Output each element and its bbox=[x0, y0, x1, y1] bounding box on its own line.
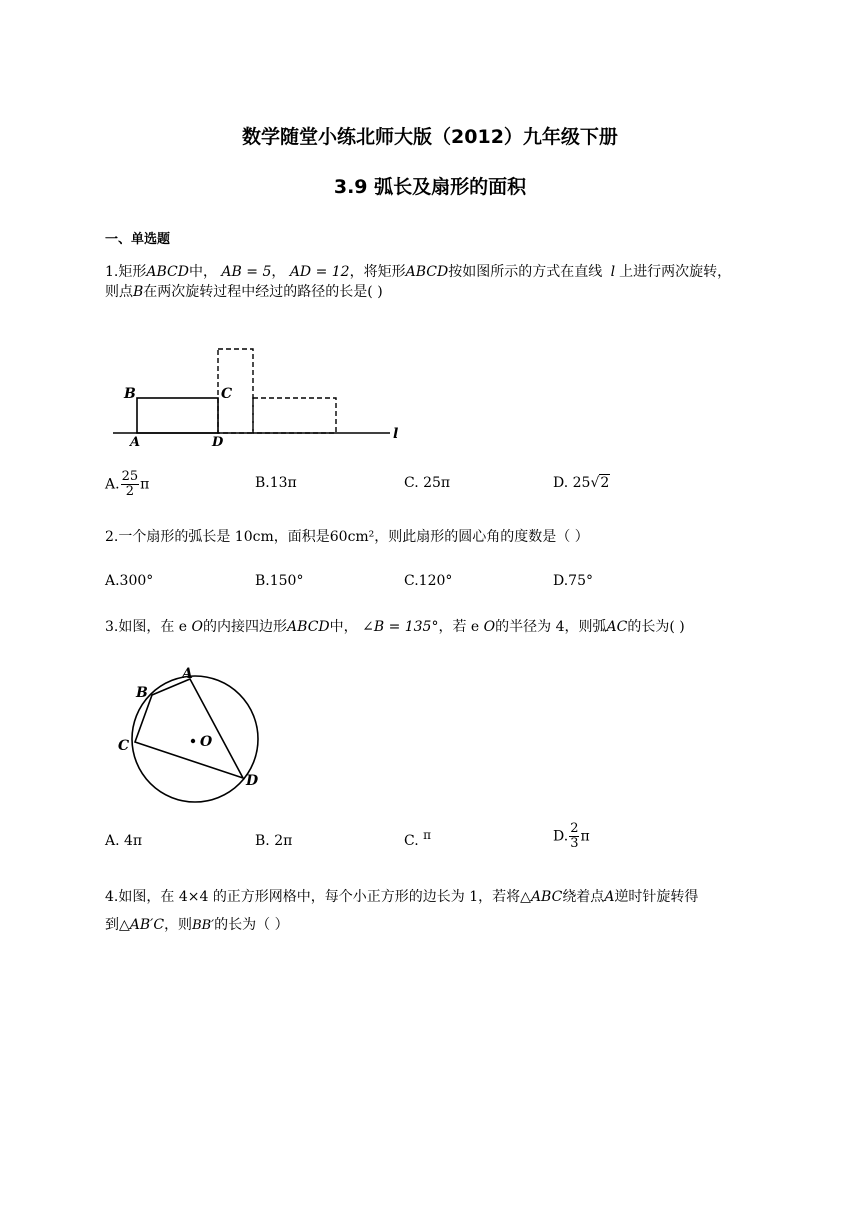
q2-option-b[interactable]: B.150° bbox=[255, 573, 304, 589]
label-B: B bbox=[124, 386, 136, 402]
label-D: D bbox=[246, 773, 259, 789]
label-D: D bbox=[212, 435, 224, 450]
page-subtitle: 3.9 弧长及扇形的面积 bbox=[333, 176, 527, 198]
question-3-text: 3.如图，在 e O的内接四边形ABCD中， ∠B = 135°，若 e O的半径为 4，则弧AC的长为( ) bbox=[105, 619, 685, 635]
label-B: B bbox=[136, 685, 148, 701]
q1-option-a[interactable]: A. $\frac{25}{2}$ π bbox=[105, 469, 150, 499]
q3-option-b[interactable]: B. 2π bbox=[255, 833, 293, 849]
q3-option-c[interactable]: C. π bbox=[404, 828, 432, 849]
q3-option-d[interactable]: D. $\frac{2}{3}$ π bbox=[553, 821, 590, 851]
label-l: l bbox=[393, 426, 399, 442]
rectangle-rotation-figure bbox=[105, 340, 415, 455]
label-C: C bbox=[221, 386, 233, 402]
label-A: A bbox=[130, 435, 141, 450]
q1-option-b[interactable]: B.13π bbox=[255, 475, 297, 491]
q2-option-d[interactable]: D.75° bbox=[553, 573, 593, 589]
question-2-text: 2.一个扇形的弧长是 10cm，面积是60cm²，则此扇形的圆心角的度数是（ ） bbox=[105, 529, 589, 545]
q1-option-d[interactable]: D. 25√2 bbox=[553, 475, 610, 491]
q1-option-c[interactable]: C. 25π bbox=[404, 475, 451, 491]
label-A: A bbox=[182, 666, 193, 682]
label-C: C bbox=[118, 738, 130, 754]
q2-option-c[interactable]: C.120° bbox=[404, 573, 453, 589]
label-O: O bbox=[200, 734, 213, 750]
page-title: 数学随堂小练北师大版（2012）九年级下册 bbox=[242, 126, 618, 148]
question-1-text: 1.矩形ABCD中， AB = 5， AD = 12，将矩形ABCD按如图所示的方式在直线 l 上进行两次旋转， 则点B在两次旋转过程中经过的路径的长是( ) bbox=[105, 264, 732, 300]
q3-option-a[interactable]: A. 4π bbox=[105, 833, 143, 849]
section-heading: 一、单选题 bbox=[105, 232, 171, 247]
q2-option-a[interactable]: A.300° bbox=[105, 573, 154, 589]
inscribed-quadrilateral-figure bbox=[112, 660, 277, 810]
question-4-text: 4.如图，在 4×4 的正方形网格中，每个小正方形的边长为 1，若将△ABC绕着点A逆时针旋转得 到△AB′C，则BB′的长为（ ） bbox=[105, 889, 699, 933]
